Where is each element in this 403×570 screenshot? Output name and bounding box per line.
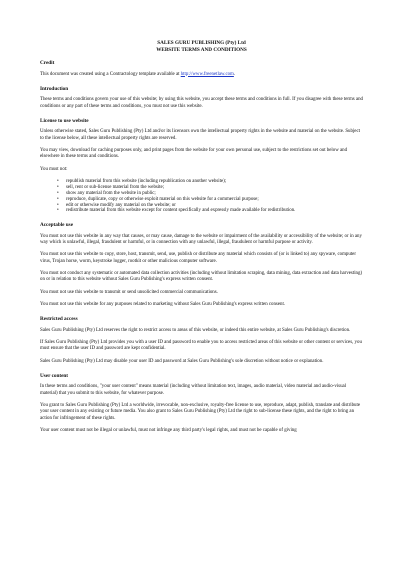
list-item: • redistribute material from this website except for content specifically and expressly made available for redistribution. [66, 208, 363, 214]
list-item: • republish material from this website (including republication on another website); [66, 179, 363, 185]
acceptable-use-paragraph-2: You must not use this website to copy, store, host, transmit, send, use, publish or distribute any material which consists of (or is linked to) any spyware, computer virus, Trojan horse, worm, keystroke logger, rootkit or other malicious computer software. [40, 252, 356, 264]
license-heading: License to use website [40, 117, 89, 124]
list-item: • reproduce, duplicate, copy or otherwise exploit material on this website for a commercial purpose; [66, 197, 363, 203]
acceptable-use-paragraph-5: You must not use this website for any purposes related to marketing without Sales Guru Publishing's express written consent. [40, 301, 286, 307]
introduction-paragraph: These terms and conditions govern your use of this website; by using this website, you accept these terms and conditions in full. If you disagree with these terms and conditions or any part of these terms and conditions, you must not use this website. [40, 97, 363, 109]
acceptable-use-paragraph-1: You must not use this website in any way that causes, or may cause, damage to the website or impairment of the availability or accessibility of the website; or in any way which is unlawful, illegal, fraudulent or harmful, or in connection with any unlawful, illegal, fraudulent or harmful purpose or activity. [40, 233, 362, 246]
user-content-paragraph-1: In these terms and conditions, "your user content" means material (including without limitation text, images, audio material, video material and audio-visual material) that you submit to this website, for whatever purpose. [40, 384, 347, 396]
restrictions-list [40, 179, 363, 214]
license-paragraph-3: You must not: [40, 166, 68, 172]
introduction-heading: Introduction [40, 85, 69, 92]
user-content-heading: User content [40, 372, 68, 379]
list-item: • edit or otherwise modify any material on the website; or [66, 203, 363, 209]
acceptable-use-paragraph-4: You must not use this website to transmit or send unsolicited commercial communications. [40, 289, 218, 295]
list-item: • sell, rent or sub-license material from the website; [66, 185, 363, 191]
user-content-paragraph-2: You grant to Sales Guru Publishing (Pty) Ltd a worldwide, irrevocable, non-exclusive, royalty-free license to use, reproduce, adapt, publish, translate and distribute your user content in any existing or future media. You also grant to Sales Guru Publishing (Pty) Ltd the right to sub-license these rights, and the right to bring an action for infringement of these rights. [40, 402, 361, 421]
acceptable-use-paragraph-3: You must not conduct any systematic or automated data collection activities (including without limitation scraping, data mining, data extraction and data harvesting) on or in relation to this website without Sales Guru Publishing's express written consent. [40, 271, 363, 283]
restricted-access-paragraph-1: Sales Guru Publishing (Pty) Ltd reserves the right to restrict access to areas of this website, or indeed this entire website, at Sales Guru Publishing's discretion. [40, 327, 351, 333]
license-paragraph-2: You may view, download for caching purposes only, and print pages from the website for your own personal use, subject to the restrictions set out below and elsewhere in these terms and conditions. [40, 147, 348, 160]
freenetlaw-link[interactable]: http://www.freenetlaw.com [180, 71, 234, 77]
acceptable-use-heading: Acceptable use [40, 222, 73, 229]
restricted-access-paragraph-2: If Sales Guru Publishing (Pty) Ltd provides you with a user ID and password to enable you to access restricted areas of this website or other content or services, you must ensure that the user ID and password are kept confidential. [40, 339, 362, 352]
document-title [40, 40, 363, 53]
list-item: • show any material from the website in public; [66, 191, 363, 197]
credit-period: . [233, 71, 236, 77]
credit-heading: Credit [40, 60, 55, 66]
license-paragraph-1: Unless otherwise stated, Sales Guru Publishing (Pty) Ltd and/or its licensors own the intellectual property rights in the website and material on the website. Subject to the license below, all these intellectual property rights are reserved. [40, 129, 361, 141]
user-content-paragraph-3: Your user content must not be illegal or unlawful, must not infringe any third party's legal rights, and must not be capable of giving [40, 427, 297, 433]
restricted-access-paragraph-3: Sales Guru Publishing (Pty) Ltd may disable your user ID and password at Sales Guru Publishing's sole discretion without notice or explanation. [40, 358, 324, 364]
company-name: SALES GURU PUBLISHING (Pty) Ltd [157, 40, 246, 46]
terms-title: WEBSITE TERMS AND CONDITIONS [156, 46, 247, 53]
credit-paragraph [40, 72, 363, 78]
credit-text: This document was created using a Contractology template available at [40, 71, 180, 77]
restricted-access-heading: Restricted access [40, 316, 78, 323]
